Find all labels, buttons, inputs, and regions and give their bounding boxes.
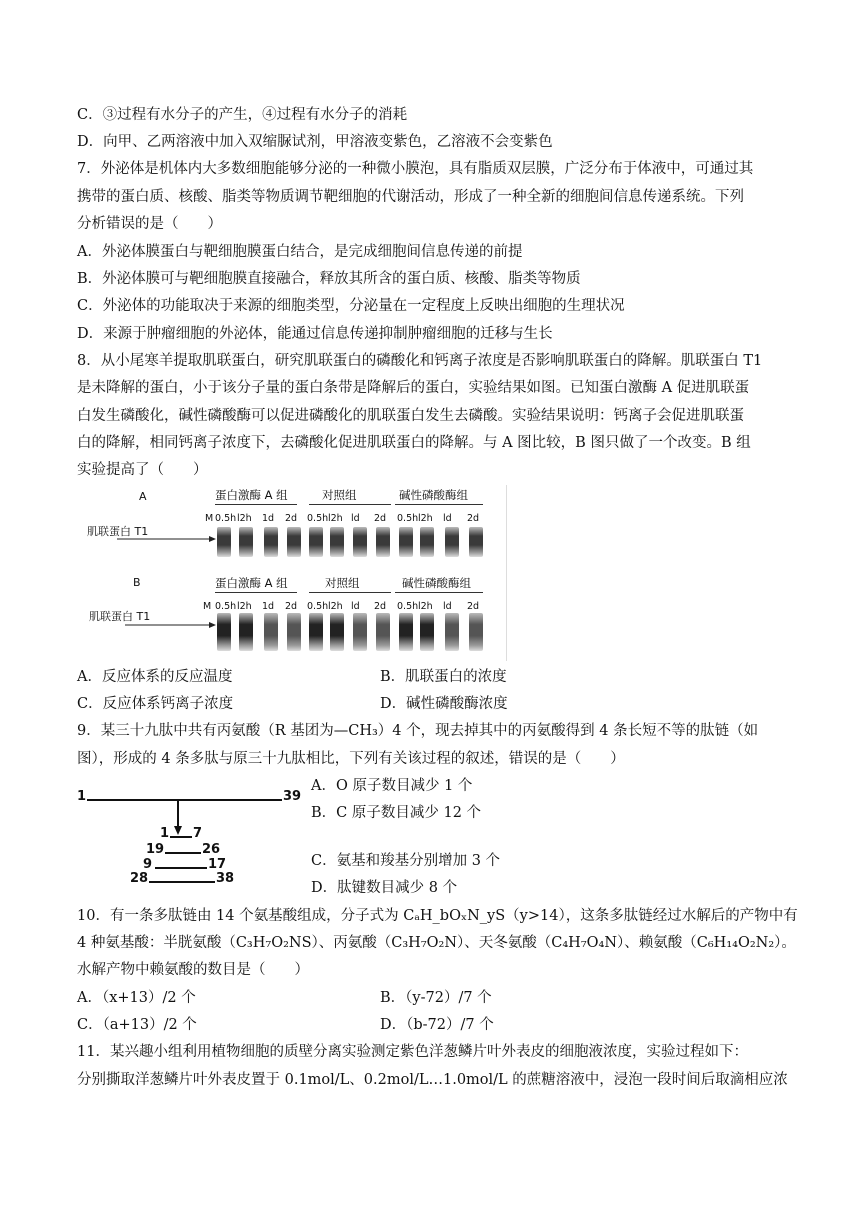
q10-option-d: D．（b-72）/7 个 [380, 1017, 494, 1033]
panel-b-lane-label: ld [351, 601, 360, 612]
q8-stem-line3: 白发生磷酸化，碱性磷酸酶可以促进磷酸化的肌联蛋白发生去磷酸。实验结果说明：钙离子会促进肌联蛋 [77, 408, 744, 424]
panel-a-group3-underline [395, 504, 483, 505]
full-chain-line [87, 799, 282, 801]
panel-b-label: B [133, 576, 141, 589]
q10-stem-line2: 4 种氨基酸：半胱氨酸（C₃H₇O₂NS）、丙氨酸（C₃H₇O₂N）、天冬氨酸（C₄H₇O₄N）、赖氨酸（C₆H₁₄O₂N₂）。 [77, 935, 796, 951]
gel-band [399, 613, 413, 651]
chain2-line [165, 852, 201, 854]
gel-band [309, 527, 323, 557]
panel-a-marker-label: M [205, 513, 214, 524]
gel-band [239, 613, 253, 651]
panel-a-lane-label: l2h [418, 513, 433, 524]
panel-b-lane-label: 0.5h [397, 601, 419, 612]
q7-stem-line2: 携带的蛋白质、核酸、脂类等物质调节靶细胞的代谢活动，形成了一种全新的细胞间信息传递系统。下列 [77, 189, 744, 205]
q8-option-d: D．碱性磷酸酶浓度 [380, 696, 508, 712]
chain1-start: 1 [160, 826, 170, 841]
q7-option-b: B．外泌体膜可与靶细胞膜直接融合，释放其所含的蛋白质、核酸、脂类等物质 [77, 271, 581, 287]
q8-stem-line4: 白的降解，相同钙离子浓度下，去磷酸化促进肌联蛋白的降解。与 A 图比较，B 图只做了一个改变。B 组 [77, 435, 751, 451]
gel-band [353, 527, 367, 557]
q11-stem-line1: 11．某兴趣小组利用植物细胞的质壁分离实验测定紫色洋葱鳞片叶外表皮的细胞液浓度，实验过程如下： [77, 1044, 748, 1060]
panel-a-arrow [117, 535, 217, 543]
panel-a-lane-label: 2d [285, 513, 298, 524]
panel-a-group1-underline [215, 504, 297, 505]
gel-band [376, 613, 390, 651]
q7-option-a: A．外泌体膜蛋白与靶细胞膜蛋白结合，是完成细胞间信息传递的前提 [77, 244, 523, 260]
panel-a-protein-label: 肌联蛋白 T1 [87, 525, 149, 538]
q8-stem-line2: 是未降解的蛋白，小于该分子量的蛋白条带是降解后的蛋白，实验结果如图。已知蛋白激酶 A 促进肌联蛋 [77, 380, 750, 396]
full-chain-end: 39 [283, 789, 302, 804]
panel-a-lane-label: 2d [467, 513, 480, 524]
chain2-start: 19 [146, 842, 165, 857]
gel-band [420, 527, 434, 557]
panel-b-arrow [125, 621, 217, 629]
q8-option-a: A．反应体系的反应温度 [77, 669, 233, 685]
panel-b-group3-underline [395, 592, 483, 593]
down-arrow [173, 800, 183, 836]
q8-stem-line5: 实验提高了（ ） [77, 462, 208, 478]
gel-band [445, 527, 459, 557]
panel-a-group2-underline [309, 504, 391, 505]
panel-b-lane-label: 2d [285, 601, 298, 612]
full-chain-start: 1 [77, 789, 87, 804]
panel-b-group1-underline [215, 592, 297, 593]
gel-electrophoresis-figure [77, 485, 507, 661]
q9-option-d: D．肽键数目减少 8 个 [311, 880, 458, 896]
chain3-line [155, 867, 207, 869]
gel-band [353, 613, 367, 651]
panel-b-lane-label: 2d [374, 601, 387, 612]
q9-stem-line1: 9．某三十九肽中共有丙氨酸（R 基团为—CH₃）4 个，现去掉其中的丙氨酸得到 4 条长短不等的肽链（如 [77, 723, 759, 739]
panel-b-group2-underline [309, 592, 391, 593]
chain2-end: 26 [202, 842, 221, 857]
gel-band [264, 613, 278, 651]
gel-band [469, 613, 483, 651]
panel-a-lane-label: 1d [262, 513, 275, 524]
panel-b-lane-label: l2h [237, 601, 252, 612]
panel-b-group1-label: 蛋白激酶 A 组 [215, 576, 288, 590]
q10-stem-line3: 水解产物中赖氨酸的数目是（ ） [77, 962, 309, 978]
q8-stem-line1: 8．从小尾寒羊提取肌联蛋白，研究肌联蛋白的磷酸化和钙离子浓度是否影响肌联蛋白的降解。肌联蛋白 T1 [77, 353, 763, 369]
q9-option-b: B．C 原子数目减少 12 个 [311, 805, 482, 821]
panel-b-lane-label: 2d [467, 601, 480, 612]
panel-b-lane-label: 0.5h [307, 601, 329, 612]
q7-option-c: C．外泌体的功能取决于来源的细胞类型，分泌量在一定程度上反映出细胞的生理状况 [77, 298, 625, 314]
panel-b-lane-label: l2h [328, 601, 343, 612]
q10-option-c: C．（a+13）/2 个 [77, 1017, 197, 1033]
gel-band [469, 527, 483, 557]
peptide-diagram [77, 762, 307, 886]
gel-band [239, 527, 253, 557]
q8-option-b: B．肌联蛋白的浓度 [380, 669, 507, 685]
panel-a-group3-label: 碱性磷酸酶组 [399, 488, 468, 502]
panel-a-lane-label: 0.5h [397, 513, 419, 524]
panel-a-group2-label: 对照组 [322, 488, 357, 502]
q9-option-c: C．氨基和羧基分别增加 3 个 [311, 853, 501, 869]
panel-a-lane-label: l2h [328, 513, 343, 524]
q9-option-a: A．O 原子数目减少 1 个 [311, 778, 473, 794]
chain4-end: 38 [216, 871, 235, 886]
gel-band [330, 527, 344, 557]
panel-b-marker-label: M [203, 601, 212, 612]
q10-stem-line1: 10．有一条多肽链由 14 个氨基酸组成，分子式为 CₐH_bOₓN_yS（y>14），这条多肽链经过水解后的产物中有 [77, 908, 798, 924]
q7-stem-line3: 分析错误的是（ ） [77, 216, 222, 232]
q10-option-b: B．（y-72）/7 个 [380, 990, 492, 1006]
q6-option-c: C．③过程有水分子的产生，④过程有水分子的消耗 [77, 107, 408, 123]
gel-band [376, 527, 390, 557]
figure-border [506, 485, 507, 661]
chain3-end: 17 [208, 857, 227, 872]
panel-b-lane-label: l2h [418, 601, 433, 612]
q6-option-d: D．向甲、乙两溶液中加入双缩脲试剂，甲溶液变紫色，乙溶液不会变紫色 [77, 134, 553, 150]
gel-band [309, 613, 323, 651]
q8-option-c: C．反应体系钙离子浓度 [77, 696, 234, 712]
chain4-start: 28 [130, 871, 149, 886]
panel-b-group3-label: 碱性磷酸酶组 [402, 576, 471, 590]
panel-b-protein-label: 肌联蛋白 T1 [89, 610, 151, 623]
gel-band [420, 613, 434, 651]
panel-a-lane-label: l2h [237, 513, 252, 524]
panel-a-lane-label: ld [443, 513, 452, 524]
panel-a-label: A [139, 490, 147, 503]
chain3-start: 9 [143, 857, 153, 872]
panel-a-lane-label: 2d [374, 513, 387, 524]
gel-band [264, 527, 278, 557]
q9-stem-line2: 图），形成的 4 条多肽与原三十九肽相比，下列有关该过程的叙述，错误的是（ ） [77, 751, 625, 767]
gel-band [217, 527, 231, 557]
gel-band [330, 613, 344, 651]
gel-band [217, 613, 231, 651]
panel-a-lane-label: ld [351, 513, 360, 524]
q11-stem-line2: 分别撕取洋葱鳞片叶外表皮置于 0.1mol/L、0.2mol/L…1.0mol/L 的蔗糖溶液中，浸泡一段时间后取滴相应浓 [77, 1072, 788, 1088]
chain1-end: 7 [193, 826, 203, 841]
q10-option-a: A．（x+13）/2 个 [77, 990, 196, 1006]
panel-a-group1-label: 蛋白激酶 A 组 [215, 488, 288, 502]
chain1-line [170, 836, 192, 838]
gel-band [399, 527, 413, 557]
gel-band [445, 613, 459, 651]
q7-stem-line1: 7．外泌体是机体内大多数细胞能够分泌的一种微小膜泡，具有脂质双层膜，广泛分布于体液中，可通过其 [77, 161, 754, 177]
panel-b-lane-label: 1d [262, 601, 275, 612]
panel-b-group2-label: 对照组 [325, 576, 360, 590]
panel-b-lane-label: ld [443, 601, 452, 612]
panel-a-lane-label: 0.5h [215, 513, 237, 524]
panel-b-lane-label: 0.5h [215, 601, 237, 612]
gel-band [287, 613, 301, 651]
chain4-line [149, 881, 215, 883]
gel-band [287, 527, 301, 557]
panel-a-lane-label: 0.5h [307, 513, 329, 524]
q7-option-d: D．来源于肿瘤细胞的外泌体，能通过信息传递抑制肿瘤细胞的迁移与生长 [77, 326, 553, 342]
